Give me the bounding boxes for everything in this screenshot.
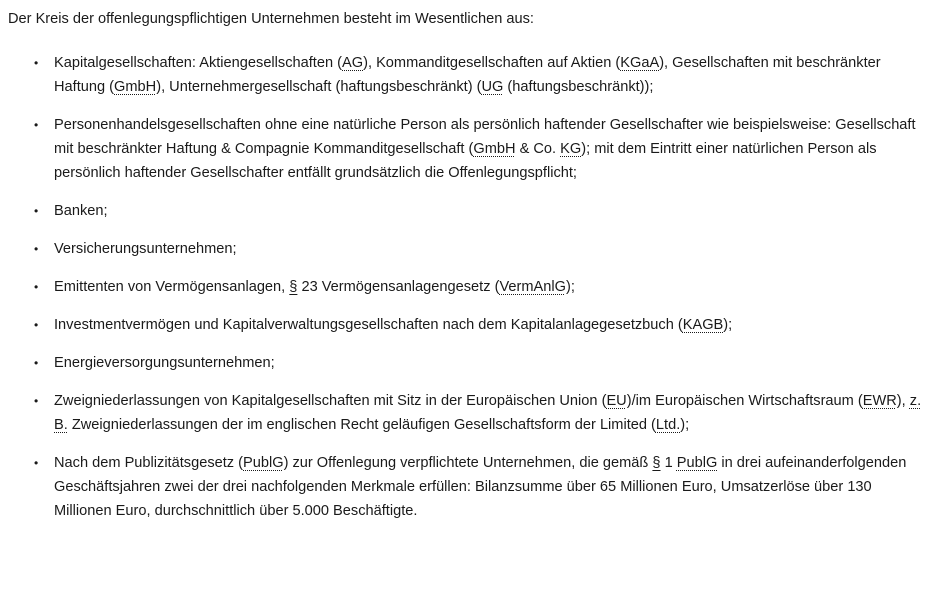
list-item xyxy=(8,51,934,99)
list-item-text: 1 xyxy=(660,455,677,471)
list-item-text: Nach dem Publizitätsgesetz ( xyxy=(54,455,243,471)
paragraph-link[interactable]: § xyxy=(652,455,661,471)
list-item-text: Zweigniederlassungen der im englischen Recht geläufigen Gesellschaftsform der Limited ( xyxy=(67,417,656,433)
list-item-text: ), Gesellschaften mit beschränkter Haftung ( xyxy=(54,55,881,95)
list-item-text: in drei aufeinanderfolgenden Geschäftsjahren zwei der drei nachfolgenden Merkmale erfüllen: Bilanzsumme über 65 Millionen Euro, Umsatzerlöse über 130 Millionen Euro, durchschnittlich über 5.000 Beschäftigte. xyxy=(54,455,907,519)
list-item-text: & Co. xyxy=(515,141,561,157)
abbreviation[interactable]: UG xyxy=(481,79,504,95)
bullet-icon: • xyxy=(34,204,39,218)
bullet-icon: • xyxy=(34,456,39,470)
abbreviation[interactable]: KG xyxy=(560,141,582,157)
list-item-text: Personenhandelsgesellschaften ohne eine natürliche Person als persönlich haftender Gesellschafter wie beispielsweise: Gesellschaft mit beschränkter Haftung & Compagnie Kommanditgesellschaft ( xyxy=(54,117,916,157)
list-item-text: Kapitalgesellschaften: Aktiengesellschaften ( xyxy=(54,55,342,71)
list-item-text: ) zur Offenlegung verpflichtete Unternehmen, die gemäß xyxy=(283,455,653,471)
bullet-icon: • xyxy=(34,56,39,70)
list-item-text: )/im Europäischen Wirtschaftsraum ( xyxy=(626,393,863,409)
list-item-text: Banken; xyxy=(54,203,108,219)
list-item-text: ); xyxy=(680,417,690,433)
abbreviation[interactable]: EU xyxy=(606,393,627,409)
list-item-text: ); xyxy=(723,317,733,333)
list-item-text: ); mit dem Eintritt einer natürlichen Person als persönlich haftender Gesellschafter entfällt grundsätzlich die Offenlegungspflicht; xyxy=(54,141,877,181)
list-item xyxy=(8,113,934,185)
list-item xyxy=(8,351,934,375)
bullet-icon: • xyxy=(34,356,39,370)
list-item-text: ), xyxy=(896,393,910,409)
abbreviation[interactable]: z. B. xyxy=(54,393,922,433)
list-item-text: 23 Vermögensanlagengesetz ( xyxy=(297,279,500,295)
abbreviation[interactable]: PublG xyxy=(243,455,284,471)
abbreviation[interactable]: VermAnlG xyxy=(499,279,566,295)
company-type-list xyxy=(8,51,934,523)
list-item xyxy=(8,237,934,261)
list-item-text: Investmentvermögen und Kapitalverwaltungsgesellschaften nach dem Kapitalanlagegesetzbuch ( xyxy=(54,317,683,333)
abbreviation[interactable]: KAGB xyxy=(682,317,724,333)
abbreviation[interactable]: GmbH xyxy=(473,141,516,157)
abbreviation[interactable]: Ltd. xyxy=(655,417,681,433)
list-item xyxy=(8,199,934,223)
intro-paragraph: Der Kreis der offenlegungspflichtigen Unternehmen besteht im Wesentlichen aus: xyxy=(8,11,534,27)
paragraph-link[interactable]: § xyxy=(289,279,298,295)
bullet-icon: • xyxy=(34,318,39,332)
list-item-text: Zweigniederlassungen von Kapitalgesellschaften mit Sitz in der Europäischen Union ( xyxy=(54,393,607,409)
abbreviation[interactable]: GmbH xyxy=(114,79,157,95)
bullet-icon: • xyxy=(34,118,39,132)
abbreviation[interactable]: PublG xyxy=(676,455,718,471)
list-item-text: Versicherungsunternehmen; xyxy=(54,241,237,257)
list-item-text: ), Unternehmergesellschaft (haftungsbeschränkt) ( xyxy=(156,79,482,95)
list-item-text: (haftungsbeschränkt)); xyxy=(503,79,654,95)
bullet-icon: • xyxy=(34,242,39,256)
list-item xyxy=(8,275,934,299)
list-item-text: ); xyxy=(565,279,575,295)
list-item xyxy=(8,451,934,523)
abbreviation[interactable]: EWR xyxy=(862,393,897,409)
list-item-text: Energieversorgungsunternehmen; xyxy=(54,355,275,371)
list-item xyxy=(8,389,934,437)
list-item-text: Emittenten von Vermögensanlagen, xyxy=(54,279,290,295)
bullet-icon: • xyxy=(34,394,39,408)
list-item-text: ), Kommanditgesellschaften auf Aktien ( xyxy=(363,55,621,71)
bullet-icon: • xyxy=(34,280,39,294)
abbreviation[interactable]: KGaA xyxy=(620,55,660,71)
abbreviation[interactable]: AG xyxy=(342,55,364,71)
list-item xyxy=(8,313,934,337)
